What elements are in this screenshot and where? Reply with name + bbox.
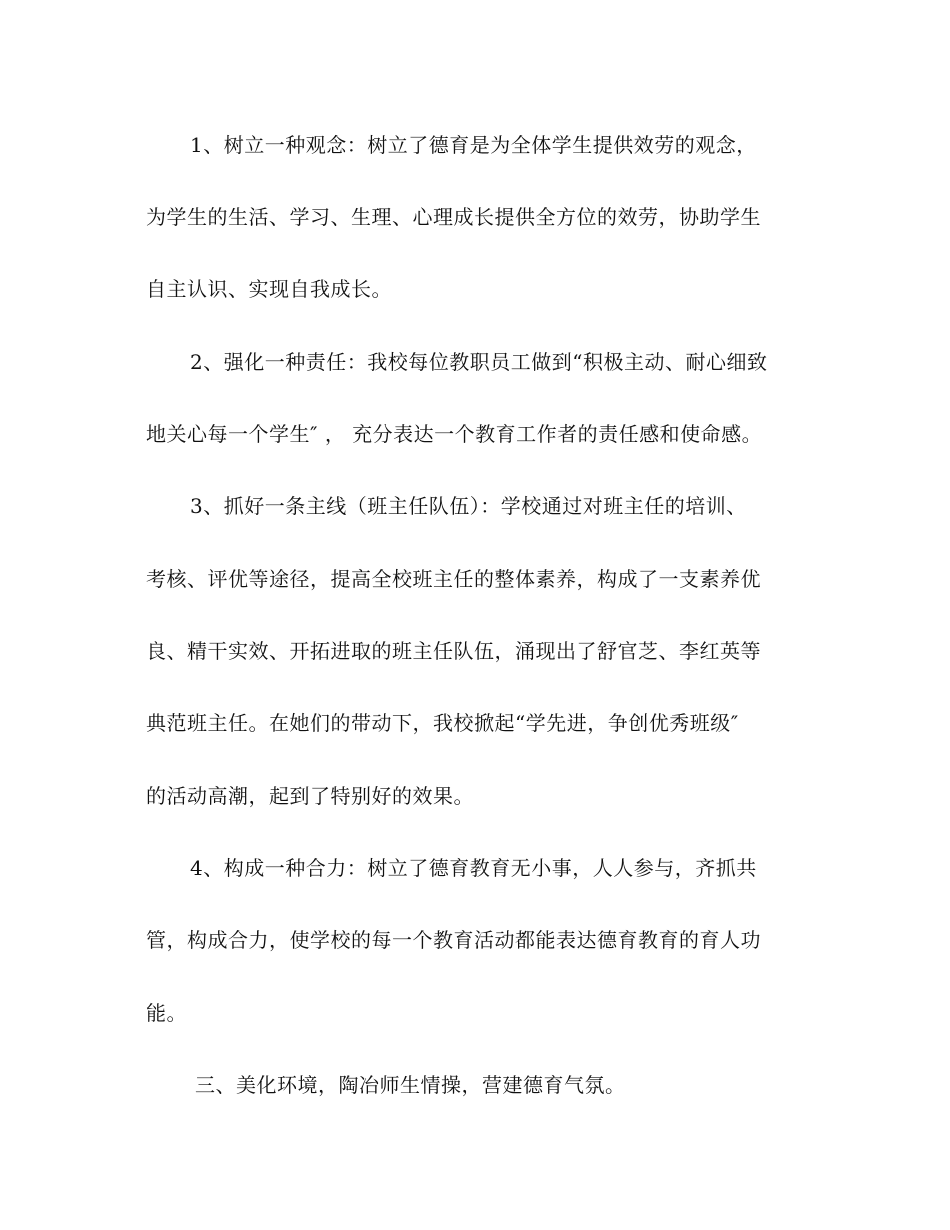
paragraph-3-line-3: 良、精干实效、开拓进取的班主任队伍，涌现出了舒官芝、李红英等 — [146, 639, 761, 663]
paragraph-3-line-2: 考核、评优等途径，提高全校班主任的整体素养，构成了一支素养优 — [146, 567, 761, 591]
paragraph-4-line-1: 4、构成一种合力：树立了德育教育无小事，人人参与，齐抓共 — [190, 856, 757, 880]
section-heading: 三、美化环境，陶冶师生情操，营建德育气氛。 — [195, 1073, 626, 1097]
paragraph-1-line-3: 自主认识、实现自我成长。 — [146, 277, 392, 301]
paragraph-1-line-2: 为学生的生活、学习、生理、心理成长提供全方位的效劳，协助学生 — [146, 205, 761, 229]
paragraph-4-line-2: 管，构成合力，使学校的每一个教育活动都能表达德育教育的育人功 — [146, 928, 761, 952]
paragraph-3-line-1: 3、抓好一条主线（班主任队伍）：学校通过对班主任的培训、 — [190, 494, 747, 518]
paragraph-3-line-4: 典范班主任。在她们的带动下，我校掀起“学先进，争创优秀班级″ — [146, 711, 739, 735]
paragraph-4-line-3: 能。 — [146, 1001, 187, 1025]
paragraph-3-line-5: 的活动高潮，起到了特别好的效果。 — [146, 784, 474, 808]
paragraph-2-line-2: 地关心每一个学生″ ， 充分表达一个教育工作者的责任感和使命感。 — [146, 422, 763, 446]
paragraph-2-line-1: 2、强化一种责任：我校每位教职员工做到“积极主动、耐心细致 — [190, 350, 768, 374]
paragraph-1-line-1: 1、树立一种观念：树立了德育是为全体学生提供效劳的观念， — [190, 133, 757, 157]
